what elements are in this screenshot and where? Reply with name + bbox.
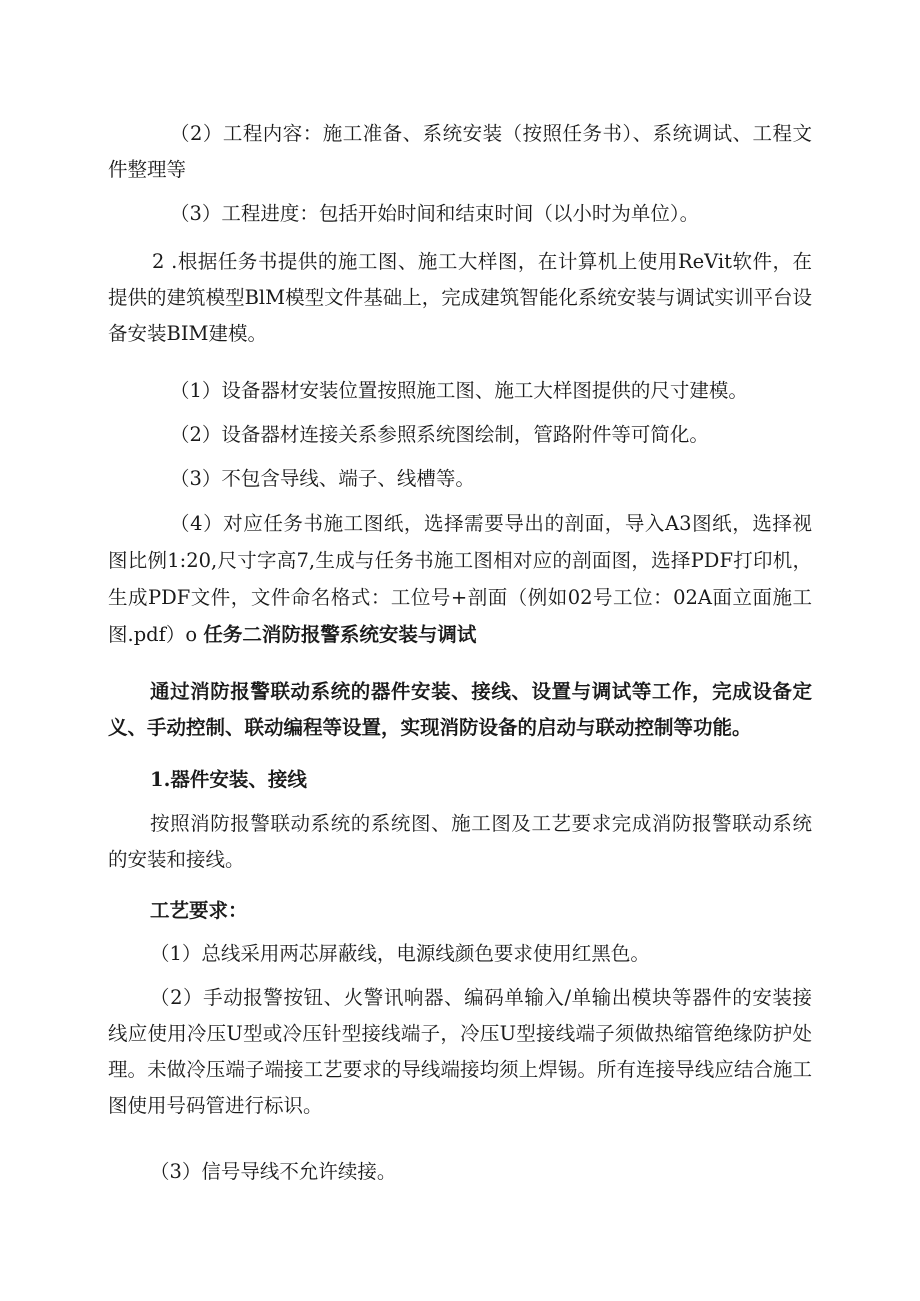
paragraph-task-two-intro: 通过消防报警联动系统的器件安装、接线、设置与调试等工作，完成设备定义、手动控制、联动编程等设置，实现消防设备的启动与联动控制等功能。 [108,680,812,739]
heading-process-requirements: 工艺要求： [150,899,248,922]
paragraph-install-wiring: 按照消防报警联动系统的系统图、施工图及工艺要求完成消防报警联动系统的安装和接线。 [108,812,812,871]
heading-device-install: 1.器件安装、接线 [150,768,307,791]
paragraph-bim-modeling: 2 .根据任务书提供的施工图、施工大样图，在计算机上使用ReVit软件，在提供的建筑模型BlM模型文件基础上，完成建筑智能化系统安装与调试实训平台设备安装BIM建模。 [108,250,812,345]
task-two-heading: 任务二消防报警系统安装与调试 [203,623,477,646]
paragraph-install-position: （1）设备器材安装位置按照施工图、施工大样图提供的尺寸建模。 [170,379,748,402]
paragraph-connection: （2）设备器材连接关系参照系统图绘制，管路附件等可简化。 [170,423,709,446]
paragraph-project-schedule: （3）工程进度：包括开始时间和结束时间（以小时为单位）。 [170,202,700,225]
paragraph-signal-wire: （3）信号导线不允许续接。 [150,1160,397,1183]
section-export-text: （4）对应任务书施工图纸，选择需要导出的剖面，导入A3图纸，选择视图比例1:20,尺寸字高7,生成与任务书施工图相对应的剖面图，选择PDF打印机，生成PDF文件，文件命名格式：工位号+剖面（例如02号工位：02A面立面施工图.pdf）o [108,512,812,646]
paragraph-terminal-wiring: （2）手动报警按钮、火警讯响器、编码单输入/单输出模块等器件的安装接线应使用冷压U型或冷压针型接线端子，冷压U型接线端子须做热缩管绝缘防护处理。未做冷压端子端接工艺要求的导线端接均须上焊锡。所有连接导线应结合施工图使用号码管进行标识。 [108,986,812,1117]
paragraph-section-export [108,505,812,653]
paragraph-bus-wire: （1）总线采用两芯屏蔽线，电源线颜色要求使用红黑色。 [150,942,650,965]
paragraph-project-content: （2）工程内容：施工准备、系统安装（按照任务书）、系统调试、工程文件整理等 [108,122,812,181]
paragraph-exclusions: （3）不包含导线、端子、线槽等。 [170,467,475,490]
